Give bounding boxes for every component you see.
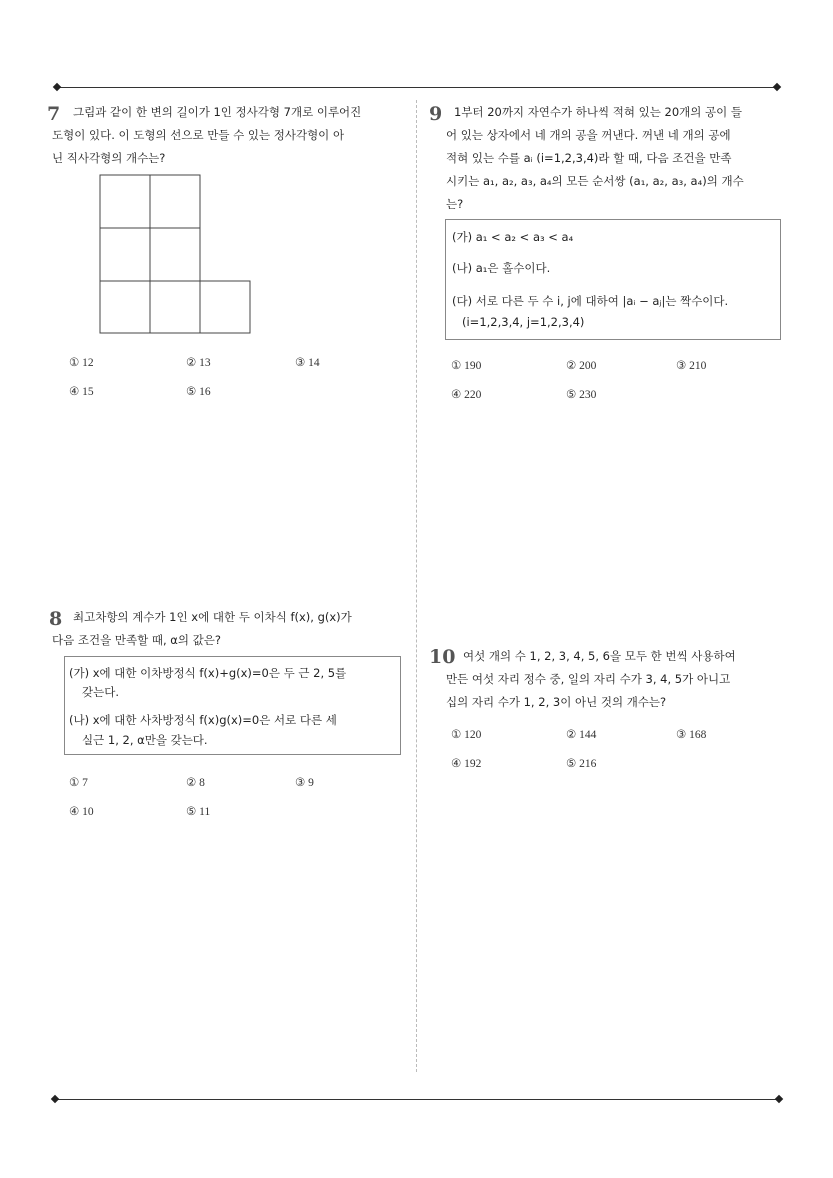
option-1[interactable]: ① 190 bbox=[451, 360, 482, 372]
condition-line: (i=1,2,3,4, j=1,2,3,4) bbox=[462, 315, 585, 329]
option-2[interactable]: ② 144 bbox=[566, 729, 597, 741]
option-5[interactable]: ⑤ 11 bbox=[186, 806, 211, 818]
question-line: 여섯 개의 수 1, 2, 3, 4, 5, 6을 모두 한 번씩 사용하여 bbox=[463, 649, 736, 663]
option-1[interactable]: ① 120 bbox=[451, 729, 482, 741]
question-line: 그림과 같이 한 변의 길이가 1인 정사각형 7개로 이루어진 bbox=[73, 105, 362, 119]
condition-line: 실근 1, 2, α만을 갖는다. bbox=[82, 733, 208, 747]
bottom-left-marker bbox=[51, 1095, 59, 1103]
condition-line: (가) x에 대한 이차방정식 f(x)+g(x)=0은 두 근 2, 5를 bbox=[69, 666, 347, 680]
option-1[interactable]: ① 12 bbox=[69, 357, 94, 369]
top-left-marker bbox=[53, 83, 61, 91]
question-line: 1부터 20까지 자연수가 하나씩 적혀 있는 20개의 공이 들 bbox=[454, 105, 743, 119]
option-2[interactable]: ② 8 bbox=[186, 777, 205, 789]
option-3[interactable]: ③ 9 bbox=[295, 777, 314, 789]
condition-line: (나) x에 대한 사차방정식 f(x)g(x)=0은 서로 다른 세 bbox=[69, 713, 337, 727]
question-line: 어 있는 상자에서 네 개의 공을 꺼낸다. 꺼낸 네 개의 공에 bbox=[446, 128, 731, 142]
condition-line: (다) 서로 다른 두 수 i, j에 대하여 |aᵢ − aⱼ|는 짝수이다. bbox=[452, 294, 729, 308]
condition-line: (가) a₁ < a₂ < a₃ < a₄ bbox=[452, 230, 574, 244]
question-line: 적혀 있는 수를 aᵢ (i=1,2,3,4)라 할 때, 다음 조건을 만족 bbox=[446, 151, 732, 165]
column-divider bbox=[416, 100, 417, 1072]
option-3[interactable]: ③ 210 bbox=[676, 360, 707, 372]
option-4[interactable]: ④ 10 bbox=[69, 806, 94, 818]
condition-line: (나) a₁은 홀수이다. bbox=[452, 261, 551, 275]
condition-box bbox=[64, 656, 401, 755]
option-5[interactable]: ⑤ 216 bbox=[566, 758, 597, 770]
question-line: 시키는 a₁, a₂, a₃, a₄의 모든 순서쌍 (a₁, a₂, a₃, a₄)의 개수 bbox=[446, 174, 744, 188]
option-5[interactable]: ⑤ 230 bbox=[566, 389, 597, 401]
question-number: 10 bbox=[429, 646, 456, 668]
question-line: 만든 여섯 자리 정수 중, 일의 자리 수가 3, 4, 5가 아니고 bbox=[446, 672, 731, 686]
option-3[interactable]: ③ 14 bbox=[295, 357, 320, 369]
option-4[interactable]: ④ 192 bbox=[451, 758, 482, 770]
option-5[interactable]: ⑤ 16 bbox=[186, 386, 211, 398]
squares-figure bbox=[99, 174, 251, 334]
condition-box bbox=[445, 219, 781, 340]
top-right-marker bbox=[773, 83, 781, 91]
question-line: 십의 자리 수가 1, 2, 3이 아닌 것의 개수는? bbox=[446, 695, 667, 709]
question-number: 7 bbox=[47, 103, 61, 125]
question-number: 8 bbox=[49, 608, 63, 630]
question-line: 최고차항의 계수가 1인 x에 대한 두 이차식 f(x), g(x)가 bbox=[73, 610, 352, 624]
question-line: 닌 직사각형의 개수는? bbox=[52, 151, 166, 165]
bottom-right-marker bbox=[775, 1095, 783, 1103]
option-2[interactable]: ② 200 bbox=[566, 360, 597, 372]
option-4[interactable]: ④ 220 bbox=[451, 389, 482, 401]
bottom-rule bbox=[55, 1099, 779, 1100]
option-1[interactable]: ① 7 bbox=[69, 777, 88, 789]
question-line: 도형이 있다. 이 도형의 선으로 만들 수 있는 정사각형이 아 bbox=[52, 128, 345, 142]
question-line: 는? bbox=[446, 197, 464, 211]
option-4[interactable]: ④ 15 bbox=[69, 386, 94, 398]
top-rule bbox=[57, 87, 777, 88]
option-2[interactable]: ② 13 bbox=[186, 357, 211, 369]
question-line: 다음 조건을 만족할 때, α의 값은? bbox=[52, 633, 221, 647]
option-3[interactable]: ③ 168 bbox=[676, 729, 707, 741]
condition-line: 갖는다. bbox=[82, 685, 119, 699]
question-number: 9 bbox=[429, 103, 443, 125]
